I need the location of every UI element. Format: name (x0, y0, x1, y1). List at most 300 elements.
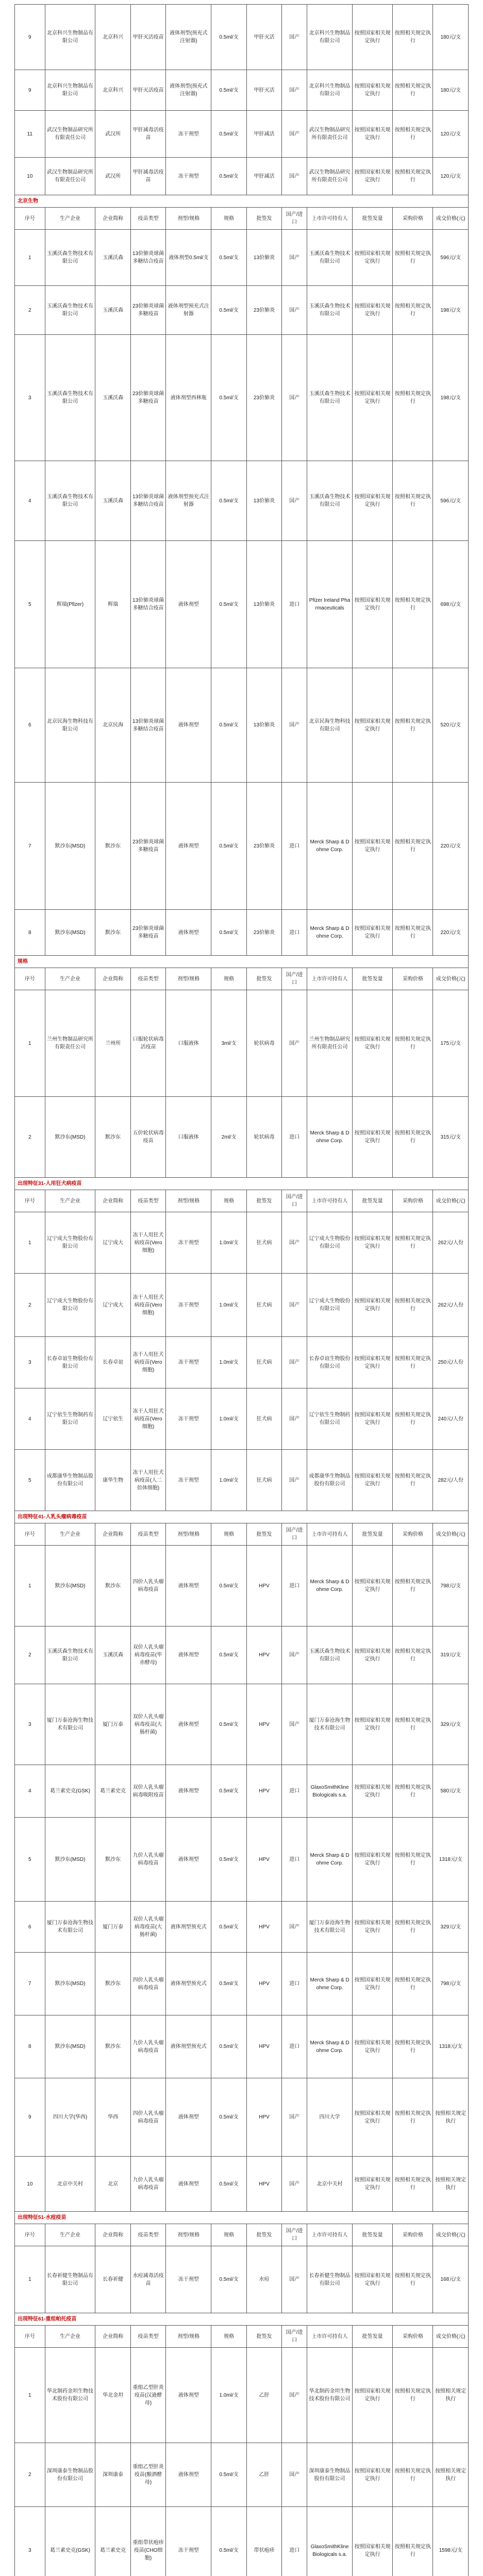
column-header-batch: 批签发 (246, 2326, 281, 2348)
cell-seq: 10 (15, 2157, 45, 2212)
cell-spec: 0.5ml/支 (211, 158, 246, 195)
section-header-row (15, 2313, 469, 2326)
column-header-dosage-form: 剂型/规格 (166, 208, 211, 230)
column-header-short-name: 企业简称 (95, 208, 130, 230)
cell-purchase-price: 按照相关规定执行 (393, 990, 433, 1097)
cell-dosage-form: 液体剂型西林瓶 (166, 335, 211, 461)
column-header-spec: 规格 (211, 1190, 246, 1212)
cell-producer: 深圳康泰生物制品股份有限公司 (45, 2443, 95, 2507)
table-row (15, 1274, 469, 1337)
cell-batch: 狂犬病 (246, 1337, 281, 1388)
cell-vaccine-type: 23价肺炎球菌多糖疫苗 (130, 783, 165, 910)
cell-short-name: 厦门万泰 (95, 1902, 130, 1953)
cell-batch: 甲肝减活 (246, 158, 281, 195)
column-header-short-name: 企业简称 (95, 2326, 130, 2348)
cell-short-name: 武汉所 (95, 111, 130, 158)
cell-origin: 进口 (282, 1953, 307, 2015)
cell-batch: 狂犬病 (246, 1388, 281, 1450)
cell-origin: 国产 (282, 286, 307, 335)
cell-short-name: 默沙东 (95, 1097, 130, 1178)
cell-deal-price: 319元/支 (433, 1626, 469, 1684)
cell-quantity: 按照国家相关规定执行 (353, 1546, 393, 1626)
column-header-deal-price: 成交价格(元) (433, 968, 469, 990)
cell-spec: 0.5ml/支 (211, 230, 246, 286)
table-row (15, 1818, 469, 1902)
cell-dosage-form: 液体剂型(预充式注射器) (166, 70, 211, 111)
column-header-seq: 序号 (15, 1523, 45, 1546)
cell-origin: 国产 (282, 1274, 307, 1337)
cell-deal-price: 798元/支 (433, 1546, 469, 1626)
cell-dosage-form: 冻干剂型 (166, 1337, 211, 1388)
cell-producer: 辽宁依生生物制药有限公司 (45, 1388, 95, 1450)
cell-holder: 辽宁依生生物制药有限公司 (307, 1388, 353, 1450)
cell-purchase-price: 按照相关规定执行 (393, 1388, 433, 1450)
cell-producer: 玉溪沃森生物技术有限公司 (45, 335, 95, 461)
cell-origin: 国产 (282, 2078, 307, 2157)
cell-holder: 玉溪沃森生物技术有限公司 (307, 1626, 353, 1684)
cell-origin: 国产 (282, 158, 307, 195)
cell-quantity: 按照国家相关规定执行 (353, 2443, 393, 2507)
cell-origin: 国产 (282, 1902, 307, 1953)
cell-deal-price: 596元/支 (433, 461, 469, 541)
cell-purchase-price: 按照相关规定执行 (393, 111, 433, 158)
cell-holder: 北京民海生物科技有限公司 (307, 668, 353, 783)
cell-purchase-price: 按照相关规定执行 (393, 1450, 433, 1511)
cell-batch: HPV (246, 1684, 281, 1765)
cell-deal-price: 198元/支 (433, 286, 469, 335)
cell-short-name: 葛兰素史克 (95, 1765, 130, 1818)
cell-holder: 北京科兴生物制品有限公司 (307, 5, 353, 70)
column-header-spec: 规格 (211, 968, 246, 990)
cell-producer: 武汉生物制品研究所有限责任公司 (45, 158, 95, 195)
table-row (15, 158, 469, 195)
cell-deal-price: 168元/支 (433, 2246, 469, 2313)
cell-dosage-form: 液体剂型 (166, 1684, 211, 1765)
cell-short-name: 葛兰素史克 (95, 2507, 130, 2576)
table-row (15, 2078, 469, 2157)
cell-quantity: 按照国家相关规定执行 (353, 158, 393, 195)
cell-vaccine-type: 九价人乳头瘤病毒疫苗 (130, 2157, 165, 2212)
cell-deal-price: 1598元/支 (433, 2507, 469, 2576)
cell-vaccine-type: 冻干人用狂犬病疫苗(人二倍体细胞) (130, 1450, 165, 1511)
section-header-row (15, 1178, 469, 1190)
column-header-purchase-price: 采购价格 (393, 1190, 433, 1212)
cell-vaccine-type: 甲肝灭活疫苗 (130, 5, 165, 70)
cell-spec: 0.5ml/支 (211, 1902, 246, 1953)
table-row (15, 783, 469, 910)
cell-producer: 玉溪沃森生物技术有限公司 (45, 1626, 95, 1684)
column-header-batch: 批签发 (246, 1190, 281, 1212)
column-header-producer: 生产企业 (45, 2224, 95, 2246)
column-header-vaccine-type: 疫苗类型 (130, 968, 165, 990)
cell-spec: 0.5ml/支 (211, 461, 246, 541)
cell-purchase-price: 按照相关规定执行 (393, 1274, 433, 1337)
cell-quantity: 按照国家相关规定执行 (353, 2507, 393, 2576)
cell-producer: 长春卓谊生物股份有限公司 (45, 1337, 95, 1388)
cell-seq: 2 (15, 2443, 45, 2507)
cell-deal-price: 120元/支 (433, 111, 469, 158)
cell-seq: 5 (15, 1450, 45, 1511)
cell-producer: 北京科兴生物制品有限公司 (45, 5, 95, 70)
cell-producer: 默沙东(MSD) (45, 1097, 95, 1178)
cell-short-name: 长春卓谊 (95, 1337, 130, 1388)
cell-seq: 2 (15, 286, 45, 335)
table-row (15, 668, 469, 783)
cell-producer: 北京科兴生物制品有限公司 (45, 70, 95, 111)
cell-holder: 玉溪沃森生物技术有限公司 (307, 335, 353, 461)
cell-deal-price: 315元/支 (433, 1097, 469, 1178)
column-header-deal-price: 成交价格(元) (433, 2326, 469, 2348)
column-header-vaccine-type: 疫苗类型 (130, 1190, 165, 1212)
cell-batch: 狂犬病 (246, 1450, 281, 1511)
cell-short-name: 默沙东 (95, 910, 130, 956)
section-header-row (15, 195, 469, 208)
cell-vaccine-type: 重组乙型肝炎疫苗(酿酒酵母) (130, 2443, 165, 2507)
cell-seq: 1 (15, 1546, 45, 1626)
column-header-dosage-form: 剂型/规格 (166, 1190, 211, 1212)
cell-vaccine-type: 13价肺炎球菌多糖结合疫苗 (130, 230, 165, 286)
cell-producer: 默沙东(MSD) (45, 910, 95, 956)
table-row (15, 2348, 469, 2443)
cell-holder: Merck Sharp & Dohme Corp. (307, 783, 353, 910)
column-header-short-name: 企业简称 (95, 968, 130, 990)
column-header-holder: 上市许可持有人 (307, 1523, 353, 1546)
cell-short-name: 玉溪沃森 (95, 461, 130, 541)
column-header-holder: 上市许可持有人 (307, 1190, 353, 1212)
table-header-row (15, 1190, 469, 1212)
cell-producer: 葛兰素史克(GSK) (45, 2507, 95, 2576)
cell-purchase-price: 按照相关规定执行 (393, 1626, 433, 1684)
cell-deal-price: 282元/人份 (433, 1450, 469, 1511)
cell-producer: 厦门万泰沧海生物技术有限公司 (45, 1684, 95, 1765)
cell-origin: 国产 (282, 1337, 307, 1388)
cell-purchase-price: 按照相关规定执行 (393, 461, 433, 541)
cell-short-name: 玉溪沃森 (95, 230, 130, 286)
column-header-vaccine-type: 疫苗类型 (130, 2326, 165, 2348)
cell-origin: 进口 (282, 783, 307, 910)
column-header-deal-price: 成交价格(元) (433, 2224, 469, 2246)
cell-dosage-form: 液体剂型 (166, 1765, 211, 1818)
cell-batch: 13价肺炎 (246, 230, 281, 286)
cell-batch: HPV (246, 2157, 281, 2212)
cell-batch: HPV (246, 1546, 281, 1626)
cell-short-name: 辉瑞 (95, 541, 130, 668)
cell-vaccine-type: 冻干人用狂犬病疫苗(Vero细胞) (130, 1212, 165, 1274)
cell-batch: HPV (246, 1818, 281, 1902)
cell-short-name: 辽宁依生 (95, 1388, 130, 1450)
cell-quantity: 按照国家相关规定执行 (353, 2015, 393, 2078)
cell-quantity: 按照国家相关规定执行 (353, 1388, 393, 1450)
column-header-spec: 规格 (211, 2326, 246, 2348)
cell-deal-price: 329元/支 (433, 1902, 469, 1953)
cell-spec: 0.5ml/支 (211, 2443, 246, 2507)
cell-origin: 国产 (282, 230, 307, 286)
cell-seq: 7 (15, 783, 45, 910)
cell-batch: HPV (246, 1953, 281, 2015)
cell-short-name: 玉溪沃森 (95, 1626, 130, 1684)
table-row (15, 2507, 469, 2576)
table-header-row (15, 208, 469, 230)
cell-producer: 辽宁成大生物股份有限公司 (45, 1212, 95, 1274)
cell-dosage-form: 液体剂型 (166, 541, 211, 668)
cell-batch: 甲肝减活 (246, 111, 281, 158)
table-header-row (15, 2326, 469, 2348)
cell-dosage-form: 液体剂型预充式 (166, 1902, 211, 1953)
cell-seq: 9 (15, 2078, 45, 2157)
table-row (15, 5, 469, 70)
cell-seq: 1 (15, 2348, 45, 2443)
cell-spec: 1.0ml/支 (211, 1388, 246, 1450)
cell-batch: 甲肝灭活 (246, 5, 281, 70)
cell-origin: 国产 (282, 461, 307, 541)
cell-origin: 国产 (282, 2348, 307, 2443)
cell-vaccine-type: 四价人乳头瘤病毒疫苗 (130, 1546, 165, 1626)
column-header-purchase-price: 采购价格 (393, 968, 433, 990)
cell-producer: 北京中关村 (45, 2157, 95, 2212)
cell-vaccine-type: 口服轮状病毒活疫苗 (130, 990, 165, 1097)
table-row (15, 1684, 469, 1765)
cell-quantity: 按照国家相关规定执行 (353, 1953, 393, 2015)
column-header-spec: 规格 (211, 1523, 246, 1546)
cell-batch: 甲肝灭活 (246, 70, 281, 111)
cell-quantity: 按照国家相关规定执行 (353, 668, 393, 783)
cell-holder: Pfizer Ireland Pharmaceuticals (307, 541, 353, 668)
section-title: 出现特征41-人乳头瘤病毒疫苗 (15, 1511, 469, 1523)
cell-purchase-price: 按照相关规定执行 (393, 2507, 433, 2576)
cell-quantity: 按照国家相关规定执行 (353, 1765, 393, 1818)
column-header-vaccine-type: 疫苗类型 (130, 1523, 165, 1546)
cell-dosage-form: 冻干剂型 (166, 111, 211, 158)
cell-vaccine-type: 冻干人用狂犬病疫苗(Vero细胞) (130, 1388, 165, 1450)
column-header-quantity: 批签发量 (353, 968, 393, 990)
cell-seq: 2 (15, 1097, 45, 1178)
cell-origin: 进口 (282, 2015, 307, 2078)
cell-vaccine-type: 双价人乳头瘤病毒疫苗(毕赤酵母) (130, 1626, 165, 1684)
column-header-quantity: 批签发量 (353, 208, 393, 230)
cell-batch: HPV (246, 1626, 281, 1684)
cell-vaccine-type: 重组乙型肝炎疫苗(汉逊酵母) (130, 2348, 165, 2443)
cell-dosage-form: 液体剂型 (166, 2348, 211, 2443)
cell-purchase-price: 按照相关规定执行 (393, 2078, 433, 2157)
cell-seq: 1 (15, 2246, 45, 2313)
cell-producer: 默沙东(MSD) (45, 1818, 95, 1902)
cell-dosage-form: 冻干剂型 (166, 1274, 211, 1337)
cell-dosage-form: 冻干剂型 (166, 158, 211, 195)
cell-dosage-form: 液体剂型 (166, 1626, 211, 1684)
cell-spec: 0.5ml/支 (211, 1953, 246, 2015)
column-header-producer: 生产企业 (45, 968, 95, 990)
cell-batch: 23价肺炎 (246, 335, 281, 461)
cell-dosage-form: 冻干剂型 (166, 1212, 211, 1274)
cell-deal-price: 262元/人份 (433, 1212, 469, 1274)
cell-vaccine-type: 23价肺炎球菌多糖疫苗 (130, 286, 165, 335)
cell-purchase-price: 按照相关规定执行 (393, 5, 433, 70)
cell-vaccine-type: 双价人乳头瘤病毒吸附疫苗 (130, 1765, 165, 1818)
cell-producer: 厦门万泰沧海生物技术有限公司 (45, 1902, 95, 1953)
cell-quantity: 按照国家相关规定执行 (353, 783, 393, 910)
cell-spec: 0.5ml/支 (211, 541, 246, 668)
cell-purchase-price: 按照相关规定执行 (393, 1953, 433, 2015)
cell-origin: 进口 (282, 2507, 307, 2576)
cell-quantity: 按照国家相关规定执行 (353, 1818, 393, 1902)
cell-origin: 国产 (282, 2246, 307, 2313)
column-header-producer: 生产企业 (45, 2326, 95, 2348)
cell-dosage-form: 冻干剂型 (166, 1388, 211, 1450)
column-header-producer: 生产企业 (45, 208, 95, 230)
cell-quantity: 按照国家相关规定执行 (353, 335, 393, 461)
cell-batch: 轮状病毒 (246, 1097, 281, 1178)
cell-purchase-price: 按照相关规定执行 (393, 2246, 433, 2313)
cell-purchase-price: 按照相关规定执行 (393, 2157, 433, 2212)
column-header-quantity: 批签发量 (353, 2326, 393, 2348)
cell-batch: 水痘 (246, 2246, 281, 2313)
cell-quantity: 按照国家相关规定执行 (353, 2348, 393, 2443)
cell-short-name: 默沙东 (95, 2015, 130, 2078)
column-header-origin: 国产/进口 (282, 2326, 307, 2348)
cell-producer: 四川大学(华西) (45, 2078, 95, 2157)
cell-dosage-form: 液体剂型 (166, 668, 211, 783)
cell-holder: GlaxoSmithKline Biologicals s.a. (307, 1765, 353, 1818)
cell-producer: 默沙东(MSD) (45, 1953, 95, 2015)
column-header-origin: 国产/进口 (282, 1190, 307, 1212)
column-header-holder: 上市许可持有人 (307, 208, 353, 230)
cell-dosage-form: 液体剂型预充式 (166, 1953, 211, 2015)
cell-holder: 四川大学 (307, 2078, 353, 2157)
cell-vaccine-type: 九价人乳头瘤病毒疫苗 (130, 1818, 165, 1902)
table-body (15, 5, 469, 2576)
cell-origin: 国产 (282, 990, 307, 1097)
cell-deal-price: 520元/支 (433, 668, 469, 783)
section-header-row (15, 1511, 469, 1523)
cell-holder: 北京科兴生物制品有限公司 (307, 70, 353, 111)
cell-spec: 0.5ml/支 (211, 1684, 246, 1765)
column-header-holder: 上市许可持有人 (307, 2326, 353, 2348)
cell-spec: 0.5ml/支 (211, 335, 246, 461)
cell-vaccine-type: 水痘减毒活疫苗 (130, 2246, 165, 2313)
cell-producer: 葛兰素史克(GSK) (45, 1765, 95, 1818)
cell-vaccine-type: 13价肺炎球菌多糖结合疫苗 (130, 541, 165, 668)
cell-holder: 兰州生物制品研究所有限责任公司 (307, 990, 353, 1097)
column-header-seq: 序号 (15, 208, 45, 230)
cell-purchase-price: 按照相关规定执行 (393, 2443, 433, 2507)
cell-seq: 9 (15, 70, 45, 111)
cell-origin: 国产 (282, 1450, 307, 1511)
cell-holder: Merck Sharp & Dohme Corp. (307, 1953, 353, 2015)
cell-short-name: 默沙东 (95, 783, 130, 910)
table-row (15, 1097, 469, 1178)
cell-short-name: 默沙东 (95, 1546, 130, 1626)
table-header-row (15, 2224, 469, 2246)
table-header-row (15, 968, 469, 990)
cell-origin: 国产 (282, 668, 307, 783)
vaccine-table (14, 4, 469, 2576)
cell-holder: 玉溪沃森生物技术有限公司 (307, 230, 353, 286)
column-header-batch: 批签发 (246, 2224, 281, 2246)
column-header-batch: 批签发 (246, 208, 281, 230)
cell-vaccine-type: 甲肝灭活疫苗 (130, 70, 165, 111)
column-header-quantity: 批签发量 (353, 1190, 393, 1212)
table-row (15, 541, 469, 668)
cell-producer: 玉溪沃森生物技术有限公司 (45, 230, 95, 286)
cell-purchase-price: 按照相关规定执行 (393, 1818, 433, 1902)
cell-spec: 0.5ml/支 (211, 2078, 246, 2157)
table-row (15, 2246, 469, 2313)
cell-seq: 4 (15, 1388, 45, 1450)
column-header-purchase-price: 采购价格 (393, 2224, 433, 2246)
cell-deal-price: 按照相关规定执行 (433, 2078, 469, 2157)
cell-purchase-price: 按照相关规定执行 (393, 668, 433, 783)
cell-holder: 长春祈健生物制品有限公司 (307, 2246, 353, 2313)
cell-seq: 6 (15, 668, 45, 783)
column-header-dosage-form: 剂型/规格 (166, 2326, 211, 2348)
cell-holder: 厦门万泰沧海生物技术有限公司 (307, 1902, 353, 1953)
cell-spec: 1.0ml/支 (211, 1337, 246, 1388)
cell-spec: 1.0ml/支 (211, 1212, 246, 1274)
cell-quantity: 按照国家相关规定执行 (353, 2157, 393, 2212)
cell-dosage-form: 液体剂型0.5ml/支 (166, 230, 211, 286)
cell-quantity: 按照国家相关规定执行 (353, 1097, 393, 1178)
cell-spec: 0.5ml/支 (211, 668, 246, 783)
cell-origin: 国产 (282, 2157, 307, 2212)
cell-deal-price: 798元/支 (433, 1953, 469, 2015)
column-header-batch: 批签发 (246, 968, 281, 990)
cell-short-name: 深圳康泰 (95, 2443, 130, 2507)
cell-batch: 乙肝 (246, 2443, 281, 2507)
column-header-deal-price: 成交价格(元) (433, 1190, 469, 1212)
cell-deal-price: 180元/支 (433, 5, 469, 70)
cell-producer: 兰州生物制品研究所有限责任公司 (45, 990, 95, 1097)
cell-vaccine-type: 五价轮状病毒疫苗 (130, 1097, 165, 1178)
cell-seq: 4 (15, 1765, 45, 1818)
cell-seq: 2 (15, 1274, 45, 1337)
cell-origin: 国产 (282, 70, 307, 111)
column-header-spec: 规格 (211, 2224, 246, 2246)
cell-deal-price: 698元/支 (433, 541, 469, 668)
cell-seq: 1 (15, 990, 45, 1097)
section-header-row (15, 2212, 469, 2224)
cell-origin: 进口 (282, 541, 307, 668)
cell-spec: 0.5ml/支 (211, 2507, 246, 2576)
cell-seq: 4 (15, 461, 45, 541)
cell-dosage-form: 冻干剂型 (166, 2246, 211, 2313)
cell-holder: Merck Sharp & Dohme Corp. (307, 910, 353, 956)
table-row (15, 111, 469, 158)
cell-batch: 13价肺炎 (246, 461, 281, 541)
cell-quantity: 按照国家相关规定执行 (353, 111, 393, 158)
cell-holder: Merck Sharp & Dohme Corp. (307, 1818, 353, 1902)
cell-holder: 成都康华生物制品股份有限公司 (307, 1450, 353, 1511)
section-title: 出现特征61-重组帕托疫苗 (15, 2313, 469, 2326)
section-title: 出现特征31-人用狂犬病疫苗 (15, 1178, 469, 1190)
cell-origin: 国产 (282, 1626, 307, 1684)
cell-origin: 进口 (282, 1097, 307, 1178)
cell-origin: 国产 (282, 5, 307, 70)
cell-seq: 9 (15, 5, 45, 70)
cell-holder: 北京中关村 (307, 2157, 353, 2212)
cell-short-name: 康华生物 (95, 1450, 130, 1511)
table-row (15, 2443, 469, 2507)
cell-producer: 武汉生物制品研究所有限责任公司 (45, 111, 95, 158)
cell-producer: 华北制药金坦生物技术股份有限公司 (45, 2348, 95, 2443)
cell-vaccine-type: 冻干人用狂犬病疫苗(Vero细胞) (130, 1274, 165, 1337)
cell-seq: 6 (15, 1902, 45, 1953)
cell-producer: 北京民海生物科技有限公司 (45, 668, 95, 783)
cell-holder: 深圳康泰生物制品股份有限公司 (307, 2443, 353, 2507)
cell-purchase-price: 按照相关规定执行 (393, 2348, 433, 2443)
cell-batch: 23价肺炎 (246, 286, 281, 335)
cell-purchase-price: 按照相关规定执行 (393, 1212, 433, 1274)
cell-origin: 国产 (282, 111, 307, 158)
